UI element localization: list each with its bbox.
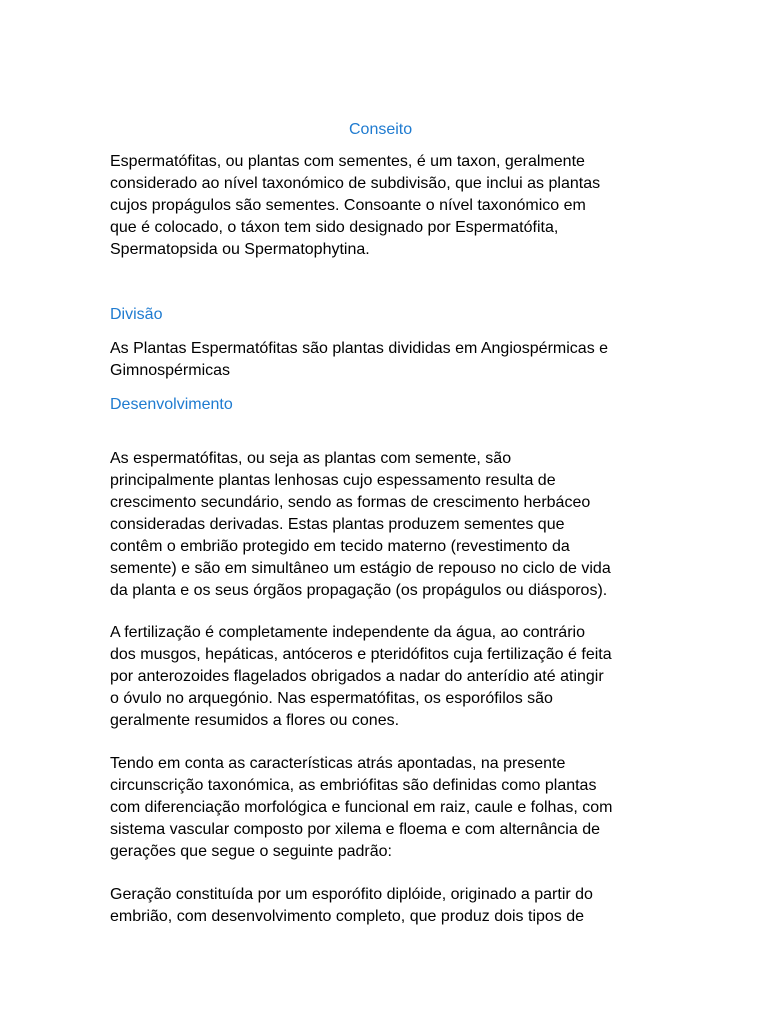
text-line: geralmente resumidos a flores ou cones. (110, 712, 400, 729)
text-line: cujos propágulos são sementes. Consoante o nível taxonómico em (110, 197, 586, 214)
text-line: As Plantas Espermatófitas são plantas divididas em Angiospérmicas e (110, 340, 609, 357)
page-title: Conseito (349, 121, 413, 138)
text-line: semente) e são em simultâneo um estágio de repouso no ciclo de vida (110, 560, 611, 577)
text-line: As espermatófitas, ou seja as plantas com semente, são (110, 450, 512, 467)
text-line: que é colocado, o táxon tem sido designado por Espermatófita, (110, 219, 559, 236)
text-line: Spermatopsida ou Spermatophytina. (110, 241, 370, 258)
desenvolvimento-paragraph-4 (110, 884, 593, 928)
text-line: Espermatófitas, ou plantas com sementes, é um taxon, geralmente (110, 153, 585, 170)
text-line: considerado ao nível taxonómico de subdivisão, que inclui as plantas (110, 175, 601, 192)
text-line: Gimnospérmicas (110, 362, 231, 379)
intro-paragraph (110, 151, 600, 261)
text-line: dos musgos, hepáticas, antóceros e pteridófitos cuja fertilização é feita (110, 646, 612, 663)
section-heading-desenvolvimento: Desenvolvimento (110, 396, 233, 413)
desenvolvimento-paragraph-2 (110, 622, 612, 732)
text-line: Tendo em conta as características atrás apontadas, na presente (110, 755, 566, 772)
desenvolvimento-paragraph-3 (110, 753, 612, 863)
text-line: com diferenciação morfológica e funcional em raiz, caule e folhas, com (110, 799, 613, 816)
text-line: da planta e os seus órgãos propagação (os propágulos ou diásporos). (110, 582, 608, 599)
desenvolvimento-paragraph-1 (110, 448, 611, 602)
text-line: por anterozoides flagelados obrigados a nadar do anterídio até atingir (110, 668, 604, 685)
text-line: A fertilização é completamente independente da água, ao contrário (110, 624, 585, 641)
text-line: embrião, com desenvolvimento completo, que produz dois tipos de (110, 908, 585, 925)
text-line: gerações que segue o seguinte padrão: (110, 843, 392, 860)
text-line: consideradas derivadas. Estas plantas produzem sementes que (110, 516, 565, 533)
text-line: Geração constituída por um esporófito diplóide, originado a partir do (110, 886, 593, 903)
text-line: circunscrição taxonómica, as embriófitas são definidas como plantas (110, 777, 597, 794)
text-line: crescimento secundário, sendo as formas de crescimento herbáceo (110, 494, 591, 511)
text-line: sistema vascular composto por xilema e floema e com alternância de (110, 821, 600, 838)
text-line: principalmente plantas lenhosas cujo espessamento resulta de (110, 472, 556, 489)
divisao-paragraph (110, 338, 608, 382)
section-heading-divisao: Divisão (110, 306, 163, 323)
text-line: contêm o embrião protegido em tecido materno (revestimento da (110, 538, 570, 555)
text-line: o óvulo no arquegónio. Nas espermatófitas, os esporófilos são (110, 690, 553, 707)
